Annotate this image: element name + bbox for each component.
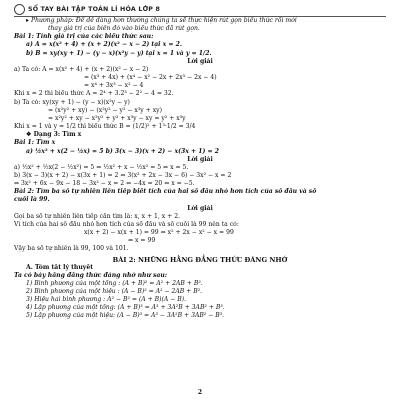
text-line: Bài 1: Tìm x [14, 139, 56, 147]
text-line: = (x²y² + xy) − (x²y² − y² − x³y + xy) [48, 106, 162, 114]
text-line: Vì tích của hai số đầu nhỏ hơn tích của số đầu và số cuối là 99 nên ta có: [14, 220, 239, 228]
text-line: x(x + 2) − x(x + 1) = 99 ⇔ x² + 2x − x² − x = 99 [84, 229, 234, 237]
text-line: ❖ Dạng 3: Tìm x [26, 131, 82, 139]
text-line: A. Tóm tắt lý thuyết [26, 263, 94, 271]
book-logo-icon [14, 4, 25, 15]
text-line: = (x³ + 4x) + (x⁴ − x² − 2x + 2x³ − 2x − 4) [84, 74, 217, 82]
text-line: Lời giải [187, 204, 213, 212]
text-line: a) Ta có: A = x(x² + 4) + (x + 2)(x² − x − 2) [14, 65, 149, 73]
theory-content [14, 264, 386, 321]
text-line: a) ½x² + x(2 − ½x) = 5 b) 3(x − 3)(x + 2) − x(3x + 1) = 2 [26, 147, 219, 155]
page-header [14, 3, 386, 17]
text-line: ⇔ x = 99 [128, 237, 156, 245]
text-line: ⇔ 3x² + 6x − 9x − 18 − 3x² − x = 2 ⇔ −4x = 20 ⇔ x = −5. [14, 180, 195, 188]
text-line: = x⁴ + 3x³ − x² − 4 [84, 82, 144, 90]
text-line: a) ½x² + ½x(2 − ½x²) = 5 ⇔ ½x² + x − ½x² = 5 ⇔ x = 5. [14, 163, 189, 171]
text-line: b) 3(x − 3)(x + 2) − x(3x + 1) = 2 ⇔ 3(x² + 2x − 3x − 6) − 3x² − x = 2 [14, 171, 232, 179]
page-number: 2 [197, 389, 203, 396]
text-line: Lời giải [187, 57, 213, 65]
text-line: Khi x = 1 và y = 1/2 thì biểu thức B = (1/2)² + 1³·1/2 = 3/4 [14, 123, 196, 131]
text-line: cuối là 99. [14, 196, 50, 204]
text-line: 2) Bình phương của một hiệu : (A − B)² = A² − 2AB + B². [26, 288, 203, 295]
text-line: = x²y² + xy − x²y² + y² + x³y − xy = y² + x³y [48, 114, 186, 122]
text-line: b) Ta có: xy(xy + 1) − (y − x)(x²y − y) [14, 98, 130, 106]
text-line: b) B = xy(xy + 1) − (y − x)(x²y − y) tại x = 1 và y = 1/2. [26, 49, 212, 57]
section-title: BÀI 2: NHỮNG HẰNG ĐẲNG THỨC ĐÁNG NHỚ [112, 255, 288, 264]
text-line: 1) Bình phương của một tổng : (A + B)² = A² + 2AB + B². [26, 279, 203, 287]
text-line: 4) Lập phương của một tổng: (A + B)³ = A³ + 3A²B + 3AB² + B³. [26, 304, 225, 312]
text-line: Gọi ba số tự nhiên liên tiếp cần tìm là: x, x + 1, x + 2. [14, 212, 181, 220]
text-line: Vậy ba số tự nhiên là 99, 100 và 101. [14, 245, 129, 253]
text-line: Lời giải [187, 155, 213, 163]
header-title: SỔ TAY BÀI TẬP TOÁN LÍ HÓA LỚP 8 [28, 6, 161, 13]
text-line: 3) Hiệu hai bình phương : A² − B² = (A + B)(A − B). [26, 296, 187, 304]
text-line: a) A = x(x² + 4) + (x + 2)(x² − x − 2) tại x = 2. [26, 41, 182, 49]
text-line: thay giá trị của biến đó vào biểu thức đã rút gọn. [48, 25, 200, 33]
page-content [14, 17, 386, 254]
text-line: 5) Lập phương của một hiệu: (A − B)³ = A³ − 3A²B + 3AB² − B³. [26, 312, 225, 320]
text-line: Ta có bảy hằng đẳng thức đáng nhớ như sau: [14, 271, 168, 279]
text-line: ▸ Phương pháp: Để dễ dàng hơn thường chúng ta sẽ thực hiện rút gọn biểu thức rồi mới [26, 17, 297, 24]
text-line: Bài 2: Tìm ba số tự nhiên liên tiếp biết tích của hai số đầu nhỏ hơn tích của số đầu và số [14, 188, 317, 196]
text-line: Bài 1: Tính giá trị của các biểu thức sau: [14, 33, 154, 41]
text-line: Khi x = 2 thì biểu thức A = 2⁴ + 3.2³ − 2² − 4 = 32. [14, 90, 174, 98]
